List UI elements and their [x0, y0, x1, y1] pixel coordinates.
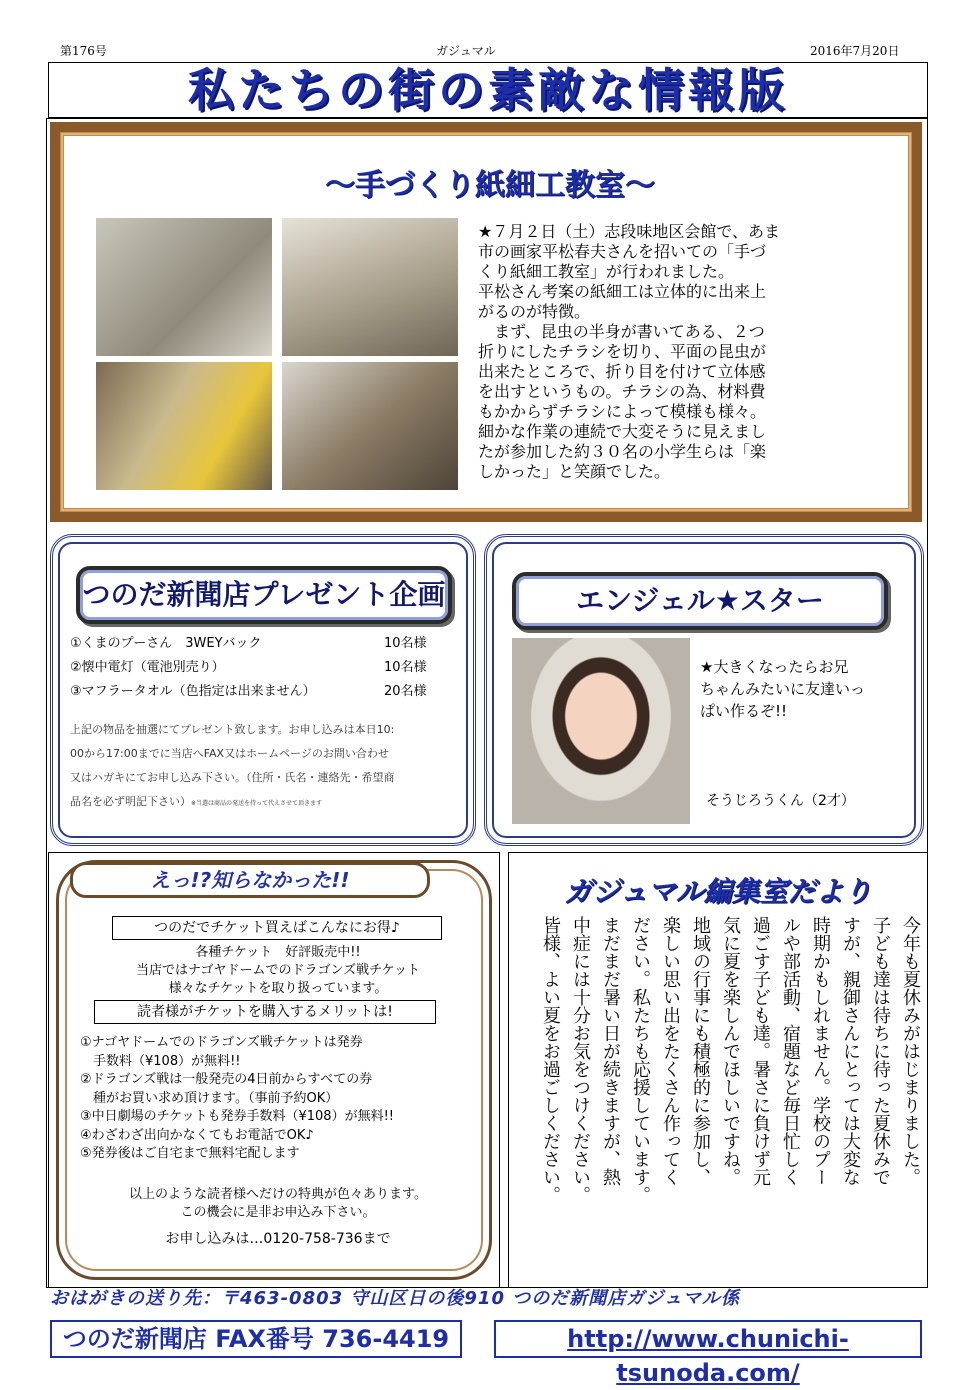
merit-line: ①ナゴヤドームでのドラゴンズ戦チケットは発券 — [80, 1035, 363, 1050]
child-name: そうじろうくん（2才） — [706, 793, 855, 809]
article-line: 折りにしたチラシを切り、平面の昆虫が — [478, 342, 767, 361]
ticket-intro — [80, 944, 476, 998]
editor-column: ルや部活動、宿題など毎日忙しく — [780, 916, 801, 1186]
article-line: ★７月２日（土）志段味地区会館で、あま — [478, 222, 781, 241]
prize-count-1: 10名様 — [384, 636, 427, 651]
prize-count-2: 10名様 — [384, 660, 427, 675]
prize-item-3: ③マフラータオル（色指定は出来ません） — [70, 684, 316, 699]
editor-column: 時期かもしれません。学校のプー — [810, 916, 831, 1186]
angel-quote — [700, 656, 900, 722]
merit-list — [80, 1034, 480, 1164]
merit-line: ②ドラゴンズ戦は一般発売の4日前からすべての券 — [80, 1072, 373, 1087]
article-line: くり紙細工教室」が行われました。 — [478, 262, 735, 281]
article-line: たが参加した約３０名の小学生らは「楽 — [478, 442, 767, 461]
intro-line: 様々なチケットを取り扱っています。 — [168, 981, 388, 996]
editor-column: 過ごす子ども達。暑さに負けず元 — [750, 916, 771, 1186]
workshop-photo-2 — [282, 218, 458, 356]
merit-line: ⑤発券後はご自宅まで無料宅配します — [80, 1146, 300, 1161]
ticket-banner: えっ!?知らなかった!! — [70, 862, 430, 898]
closing-line: この機会に是非お申込み下さい。 — [180, 1205, 376, 1220]
editor-column: 楽しい思い出をたくさん作ってく — [660, 916, 681, 1186]
quote-line: ぱい作るぞ!! — [700, 702, 788, 720]
editor-text — [512, 916, 924, 1270]
ticket-closing — [80, 1186, 476, 1222]
merit-line: ④わざわざ出向かなくてもお電話でOK♪ — [80, 1127, 314, 1143]
mail-address: おはがきの送り先：〒463-0803 守山区日の後910 つのだ新聞店ガジュマル係 — [50, 1288, 740, 1309]
editor-column: 中症には十分お気をつけください。 — [570, 916, 591, 1204]
note-line: 00から17:00までに当店へFAX又はホームページのお問い合わせ — [70, 747, 389, 760]
note-line-last — [70, 790, 460, 816]
editor-column: すが、親御さんにとっては大変な — [840, 916, 861, 1186]
editor-heading: ガジュマル編集室だより — [564, 875, 872, 908]
article-line: 細かな作業の連続で大変そうに見えまし — [478, 422, 767, 441]
editor-column: 地域の行事にも積極的に参加し、 — [690, 916, 711, 1186]
article-line: がるのが特徴。 — [478, 302, 591, 321]
article-line: しかった」と笑顔でした。 — [478, 462, 671, 481]
note-line: 又はハガキにてお申し込み下さい。（住所・氏名・連絡先・希望商 — [70, 771, 395, 784]
prize-count-3: 20名様 — [384, 684, 427, 699]
article-line: まず、昆虫の半身が書いてある、２つ — [478, 322, 765, 341]
ticket-contact: お申し込みは…0120-758-736まで — [165, 1231, 391, 1247]
present-notes — [70, 718, 460, 816]
quote-line: ちゃんみたいに友達いっ — [700, 680, 866, 698]
workshop-photo-4 — [282, 362, 458, 490]
merit-title: 読者様がチケットを購入するメリットは! — [94, 1000, 436, 1024]
workshop-article — [478, 222, 858, 482]
editor-column: ださい。私たちも応援しています。 — [630, 916, 651, 1204]
article-line: 出来たところで、折り目を付けて立体感 — [478, 362, 766, 381]
website-link[interactable]: http://www.chunichi-tsunoda.com/ — [494, 1320, 922, 1358]
intro-line: 各種チケット 好評販売中!! — [195, 945, 361, 960]
present-heading: つのだ新聞店プレゼント企画 — [76, 566, 452, 624]
paper-name: ガジュマル — [436, 44, 496, 58]
workshop-photo-3 — [96, 362, 272, 490]
article-line: を出すというもの。チラシの為、材料費 — [478, 382, 766, 401]
page-title: 私たちの街の素敵な情報版 — [48, 62, 928, 118]
prize-item-1: ①くまのプーさん 3WEYバック — [70, 636, 262, 651]
ticket-box-title: つのだでチケット買えばこんなにお得♪ — [112, 916, 442, 940]
note-small: ※当選は商品の発送を持って代えさせて頂きます — [191, 800, 323, 807]
angel-heading: エンジェル★スター — [512, 572, 888, 630]
intro-line: 当店ではナゴヤドームでのドラゴンズ戦チケット — [136, 963, 420, 978]
workshop-photo-1 — [96, 218, 272, 356]
editor-column: 今年も夏休みがはじまりました。 — [900, 916, 921, 1186]
article-line: もかからずチラシによって模様も様々。 — [478, 402, 767, 421]
merit-line: ③中日劇場のチケットも発券手数料（¥108）が無料!! — [80, 1109, 394, 1124]
issue-number: 第176号 — [60, 44, 107, 58]
editor-column: まだまだ暑い日が続きますが、熱 — [600, 916, 621, 1186]
article-line: 平松さん考案の紙細工は立体的に出来上 — [478, 282, 767, 301]
note-last: 品名を必ず明記下さい） — [70, 795, 191, 808]
editor-column: 子ども達は待ちに待った夏休みで — [870, 916, 891, 1186]
editor-column: 気に夏を楽しんでほしいですね。 — [720, 916, 741, 1186]
quote-line: ★大きくなったらお兄 — [700, 658, 849, 676]
note-line: 上記の物品を抽選にてプレゼント致します。お申し込みは本日10: — [70, 723, 395, 736]
editor-column: 皆様、よい夏をお過ごしください。 — [540, 916, 561, 1204]
closing-line: 以上のような読者様へだけの特典が色々あります。 — [129, 1187, 427, 1202]
merit-line: 手数料（¥108）が無料!! — [80, 1053, 241, 1069]
merit-line: 種がお買い求め頂けます。（事前予約OK） — [80, 1090, 339, 1106]
child-photo — [512, 638, 690, 824]
article-line: 市の画家平松春夫さんを招いての「手づ — [478, 242, 767, 261]
issue-date: 2016年7月20日 — [810, 44, 900, 58]
prize-item-2: ②懐中電灯（電池別売り） — [70, 660, 225, 675]
workshop-heading: ～手づくり紙細工教室～ — [325, 168, 655, 203]
fax-number: つのだ新聞店 FAX番号 736-4419 — [50, 1320, 462, 1358]
